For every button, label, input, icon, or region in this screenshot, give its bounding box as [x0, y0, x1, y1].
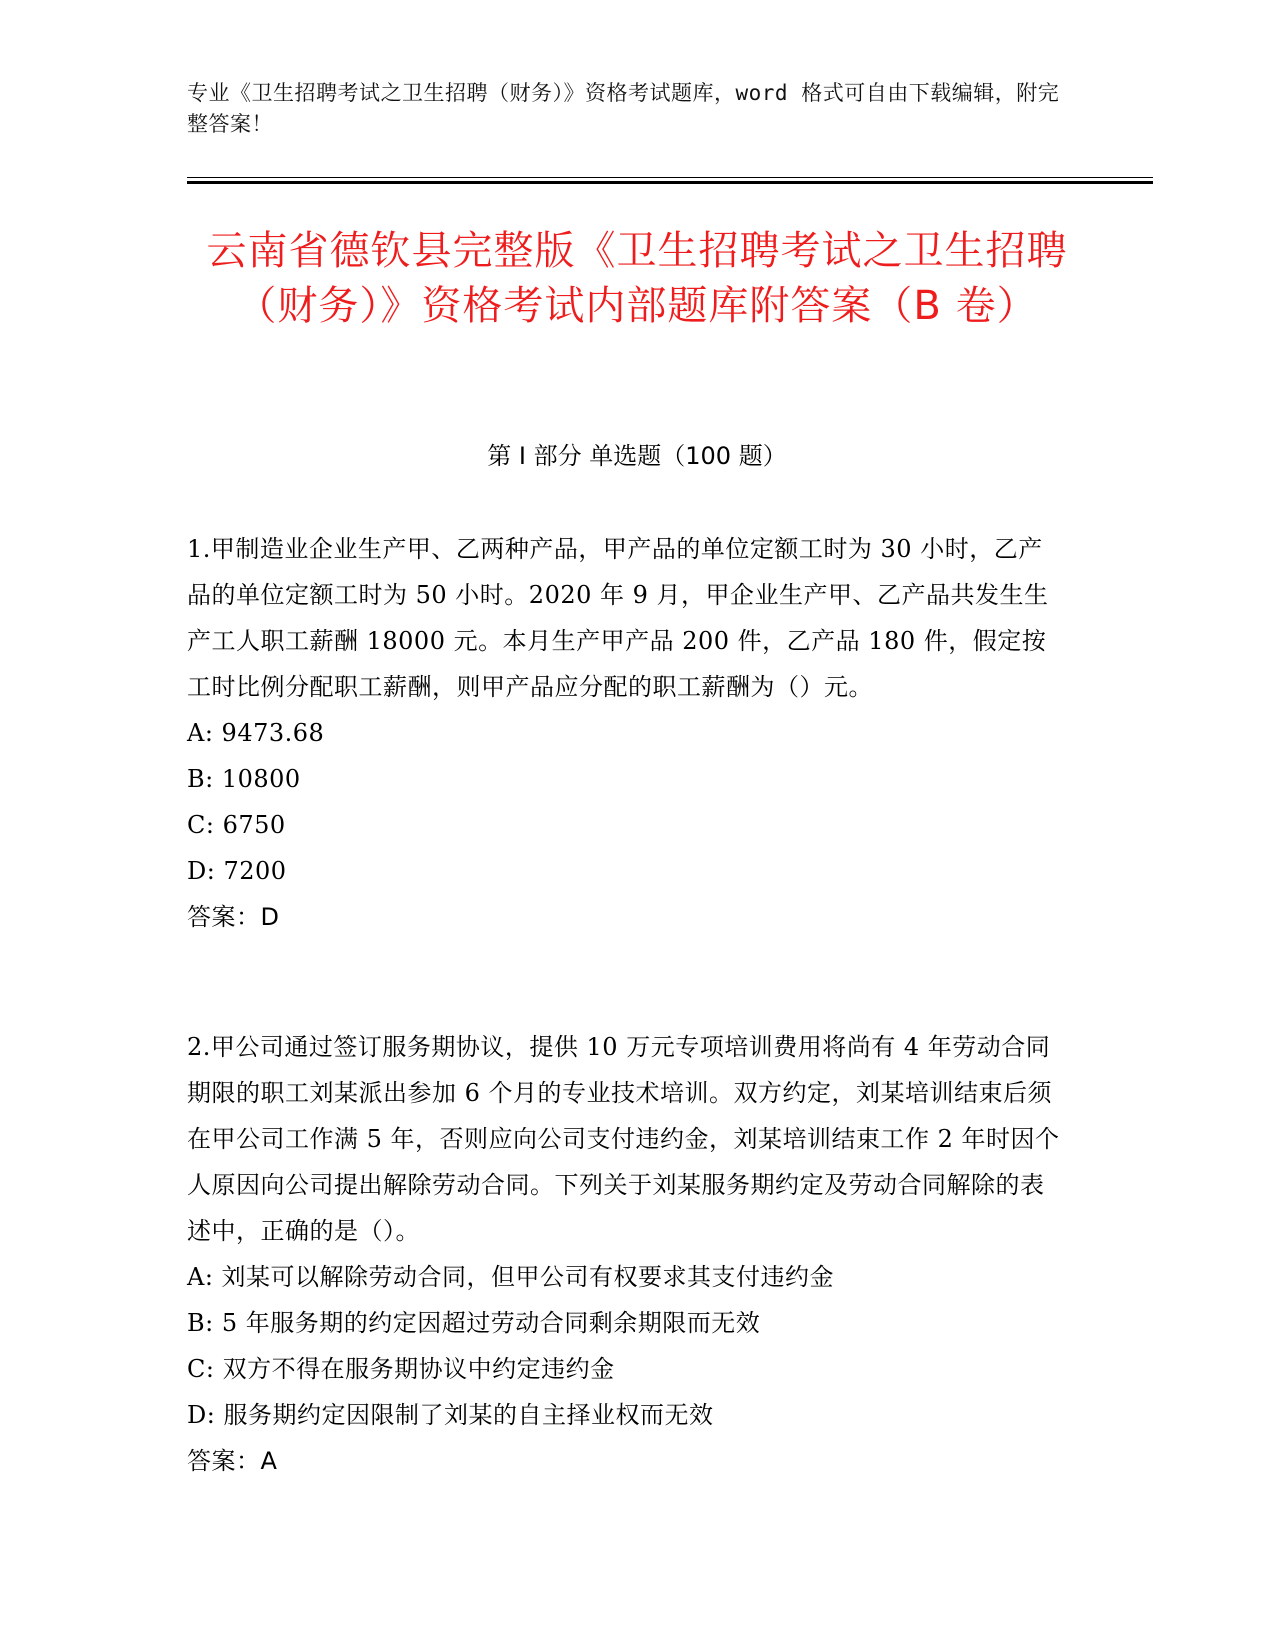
option-c: C: 双方不得在服务期协议中约定违约金 — [187, 1355, 615, 1383]
header-rule-thick — [187, 181, 1153, 184]
option-b: B: 5 年服务期的约定因超过劳动合同剩余期限而无效 — [187, 1309, 761, 1337]
option-a: A: 刘某可以解除劳动合同，但甲公司有权要求其支付违约金 — [187, 1263, 835, 1291]
option-d: D: 7200 — [187, 857, 287, 885]
header-note: 专业《卫生招聘考试之卫生招聘（财务）》资格考试题库，word 格式可自由下载编辑，附完整答案！ — [187, 81, 1060, 136]
answer: 答案：A — [187, 1447, 278, 1475]
question-stem: 2.甲公司通过签订服务期协议，提供 10 万元专项培训费用将尚有 4 年劳动合同期限的职工刘某派出参加 6 个月的专业技术培训。双方约定，刘某培训结束后须在甲公司工作满 5 年，否则应向公司支付违约金，刘某培训结束工作 2 年时因个人原因向公司提出解除劳动合同。下列关于刘某服务期约定及劳动合同解除的表述中，正确的是（）。 — [187, 1033, 1060, 1245]
question-2 — [187, 1024, 1067, 1484]
header-rule-thin — [187, 177, 1153, 178]
question-1 — [187, 526, 1067, 940]
option-a: A: 9473.68 — [187, 719, 325, 747]
document-title: 云南省德钦县完整版《卫生招聘考试之卫生招聘（财务）》资格考试内部题库附答案（B 卷） — [206, 228, 1068, 329]
section-heading: 第 I 部分 单选题（100 题） — [487, 442, 787, 470]
question-stem: 1.甲制造业企业生产甲、乙两种产品，甲产品的单位定额工时为 30 小时，乙产品的单位定额工时为 50 小时。2020 年 9 月，甲企业生产甲、乙产品共发生生产工人职工薪酬 18000 元。本月生产甲产品 200 件，乙产品 180 件，假定按工时比例分配职工薪酬，则甲产品应分配的职工薪酬为（）元。 — [187, 535, 1049, 701]
answer: 答案：D — [187, 903, 280, 931]
option-d: D: 服务期约定因限制了刘某的自主择业权而无效 — [187, 1401, 714, 1429]
option-c: C: 6750 — [187, 811, 286, 839]
option-b: B: 10800 — [187, 765, 301, 793]
